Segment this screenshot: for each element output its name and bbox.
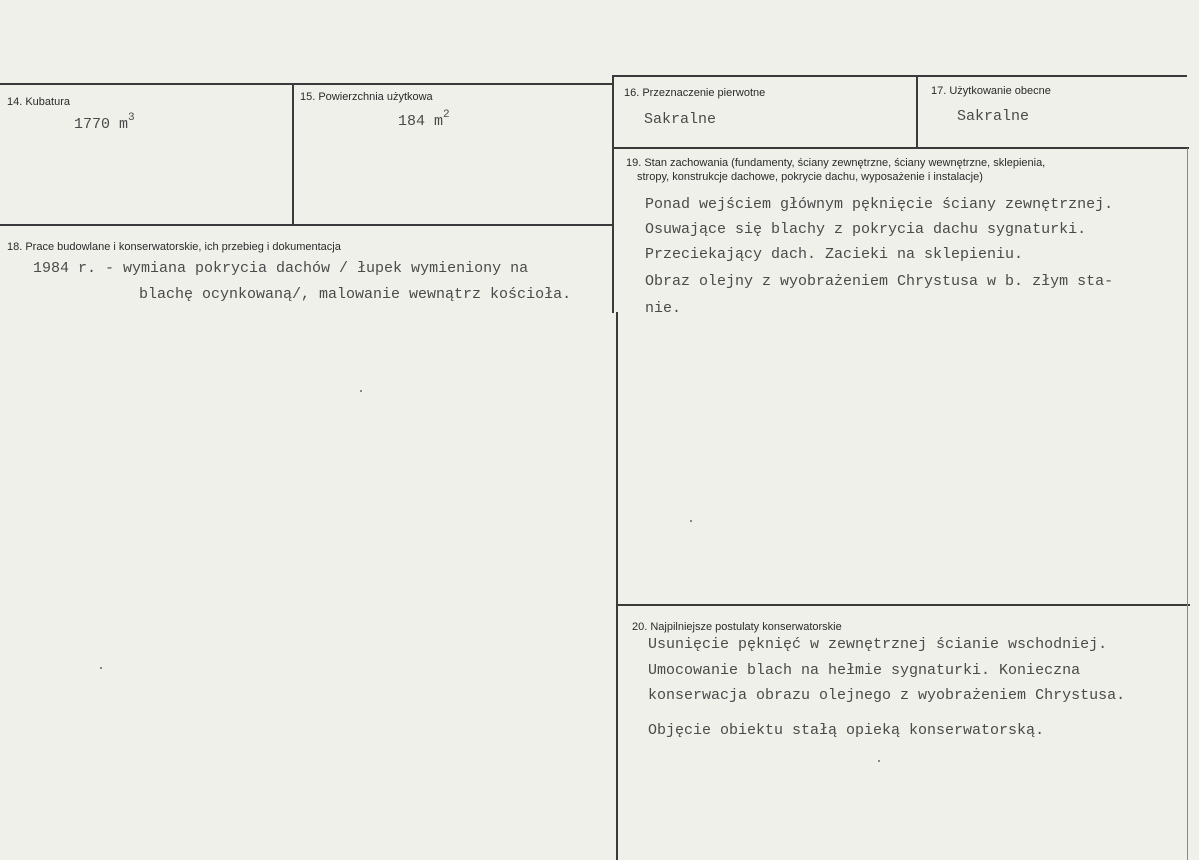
scan-speck — [360, 390, 362, 392]
divider-16-17 — [916, 76, 918, 148]
kubatura-label: 14. Kubatura — [7, 96, 70, 108]
powierzchnia-unit-exponent: 2 — [443, 109, 450, 121]
kubatura-value: 1770 $m^3$ — [74, 112, 135, 133]
stan-line: nie. — [645, 300, 682, 317]
top-rule-right — [612, 75, 1187, 77]
przeznaczenie-label: 16. Przeznaczenie pierwotne — [624, 87, 766, 99]
prace-line: 1984 r. - wymiana pokrycia dachów / łupek wymieniony na — [33, 260, 529, 277]
uzytkowanie-value: Sakralne — [957, 108, 1030, 125]
prace-line: blachę ocynkowaną/, malowanie wewnątrz kościoła. — [139, 286, 572, 303]
stan-label-line1: 19. Stan zachowania (fundamenty, ściany zewnętrzne, ściany wewnętrzne, sklepienia, — [626, 157, 1046, 169]
rule-under-14-15 — [0, 224, 614, 226]
scan-speck — [100, 667, 102, 669]
kubatura-unit-exponent: 3 — [128, 112, 135, 124]
stan-line: Przeciekający dach. Zacieki na sklepieniu. — [645, 246, 1024, 263]
postulaty-line: konserwacja obrazu olejnego z wyobrażeniem Chrystusa. — [648, 687, 1126, 704]
scan-speck — [878, 760, 880, 762]
postulaty-line: Usunięcie pęknięć w zewnętrznej ścianie wschodniej. — [648, 636, 1108, 653]
prace-label: 18. Prace budowlane i konserwatorskie, ich przebieg i dokumentacja — [7, 241, 341, 253]
powierzchnia-value: 184 $m^2$ — [398, 109, 450, 130]
divider-14-15 — [292, 84, 294, 226]
scan-speck — [690, 520, 692, 522]
top-rule — [0, 83, 612, 85]
powierzchnia-label: 15. Powierzchnia użytkowa — [300, 91, 433, 103]
stan-line: Obraz olejny z wyobrażeniem Chrystusa w b. złym sta- — [645, 273, 1114, 290]
postulaty-line: Umocowanie blach na hełmie sygnaturki. Konieczna — [648, 662, 1081, 679]
stan-line: Ponad wejściem głównym pęknięcie ściany zewnętrznej. — [645, 196, 1114, 213]
uzytkowanie-label: 17. Użytkowanie obecne — [931, 85, 1051, 97]
rule-above-20 — [618, 604, 1190, 606]
stan-label-line2: stropy, konstrukcje dachowe, pokrycie dachu, wyposażenie i instalacje) — [637, 171, 983, 183]
postulaty-line: Objęcie obiektu stałą opieką konserwatorską. — [648, 722, 1045, 739]
center-vertical-rule-lower — [616, 312, 618, 860]
right-edge-rule — [1187, 148, 1188, 860]
postulaty-label: 20. Najpilniejsze postulaty konserwatorskie — [632, 621, 842, 633]
stan-line: Osuwające się blachy z pokrycia dachu sygnaturki. — [645, 221, 1087, 238]
rule-under-16-17 — [613, 147, 1189, 149]
center-vertical-rule — [612, 76, 614, 313]
przeznaczenie-value: Sakralne — [644, 111, 717, 128]
